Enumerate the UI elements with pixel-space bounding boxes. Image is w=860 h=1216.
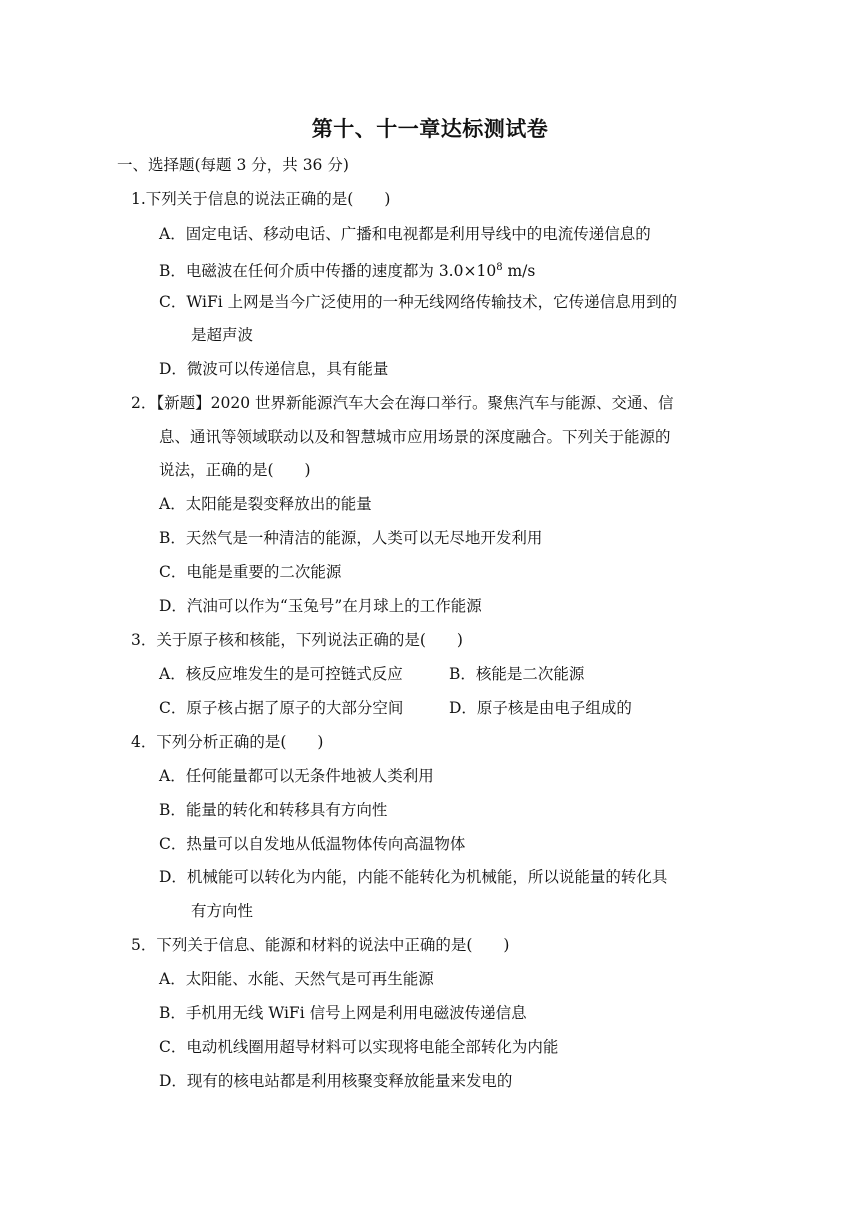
question-1-stem: 1.下列关于信息的说法正确的是( ) (131, 190, 391, 208)
question-5-option-d: D．现有的核电站都是利用核聚变释放能量来发电的 (159, 1072, 513, 1090)
question-2-stem: 2．【新题】2020 世界新能源汽车大会在海口举行。聚焦汽车与能源、交通、信 (131, 394, 674, 412)
question-1-option-d: D．微波可以传递信息，具有能量 (159, 360, 389, 378)
question-2-option-b: B．天然气是一种清洁的能源，人类可以无尽地开发利用 (159, 529, 543, 547)
question-1-option-c: C．WiFi 上网是当今广泛使用的一种无线网络传输技术，它传递信息用到的 (159, 293, 678, 311)
question-2-option-a: A．太阳能是裂变释放出的能量 (159, 495, 372, 513)
question-3-option-c: C．原子核占据了原子的大部分空间 (159, 699, 404, 717)
question-3-option-a: A．核反应堆发生的是可控链式反应 (159, 665, 403, 683)
question-2-stem-line-3: 说法，正确的是( ) (159, 461, 311, 479)
question-1-option-c-continued: 是超声波 (191, 326, 254, 344)
question-4-option-a: A．任何能量都可以无条件地被人类利用 (159, 767, 434, 785)
question-5-option-a: A．太阳能、水能、天然气是可再生能源 (159, 970, 434, 988)
question-5-option-b: B．手机用无线 WiFi 信号上网是利用电磁波传递信息 (159, 1004, 527, 1022)
question-3-option-b: B．核能是二次能源 (449, 665, 585, 683)
question-4-option-b: B．能量的转化和转移具有方向性 (159, 801, 388, 819)
question-4-option-c: C．热量可以自发地从低温物体传向高温物体 (159, 835, 466, 853)
page-title: 第十、十一章达标测试卷 (311, 117, 549, 141)
question-2-option-c: C．电能是重要的二次能源 (159, 563, 342, 581)
question-3-stem: 3．关于原子核和核能，下列说法正确的是( ) (131, 631, 463, 649)
section-heading: 一、选择题(每题 3 分，共 36 分) (117, 156, 349, 174)
question-2-stem-line-2: 息、通讯等领域联动以及和智慧城市应用场景的深度融合。下列关于能源的 (159, 428, 671, 446)
question-5-option-c: C．电动机线圈用超导材料可以实现将电能全部转化为内能 (159, 1038, 559, 1056)
question-4-option-d: D．机械能可以转化为内能，内能不能转化为机械能，所以说能量的转化具 (159, 868, 668, 886)
question-1-option-a: A．固定电话、移动电话、广播和电视都是利用导线中的电流传递信息的 (159, 225, 651, 243)
question-5-stem: 5．下列关于信息、能源和材料的说法中正确的是( ) (131, 936, 510, 954)
question-1-option-b: B．电磁波在任何介质中传播的速度都为 $3.0\times 10^8$ m/s (159, 262, 536, 280)
question-4-option-d-continued: 有方向性 (191, 902, 254, 920)
question-2-option-d: D．汽油可以作为“玉兔号”在月球上的工作能源 (159, 597, 482, 615)
question-3-option-d: D．原子核是由电子组成的 (449, 699, 632, 717)
question-4-stem: 4．下列分析正确的是( ) (131, 733, 324, 751)
